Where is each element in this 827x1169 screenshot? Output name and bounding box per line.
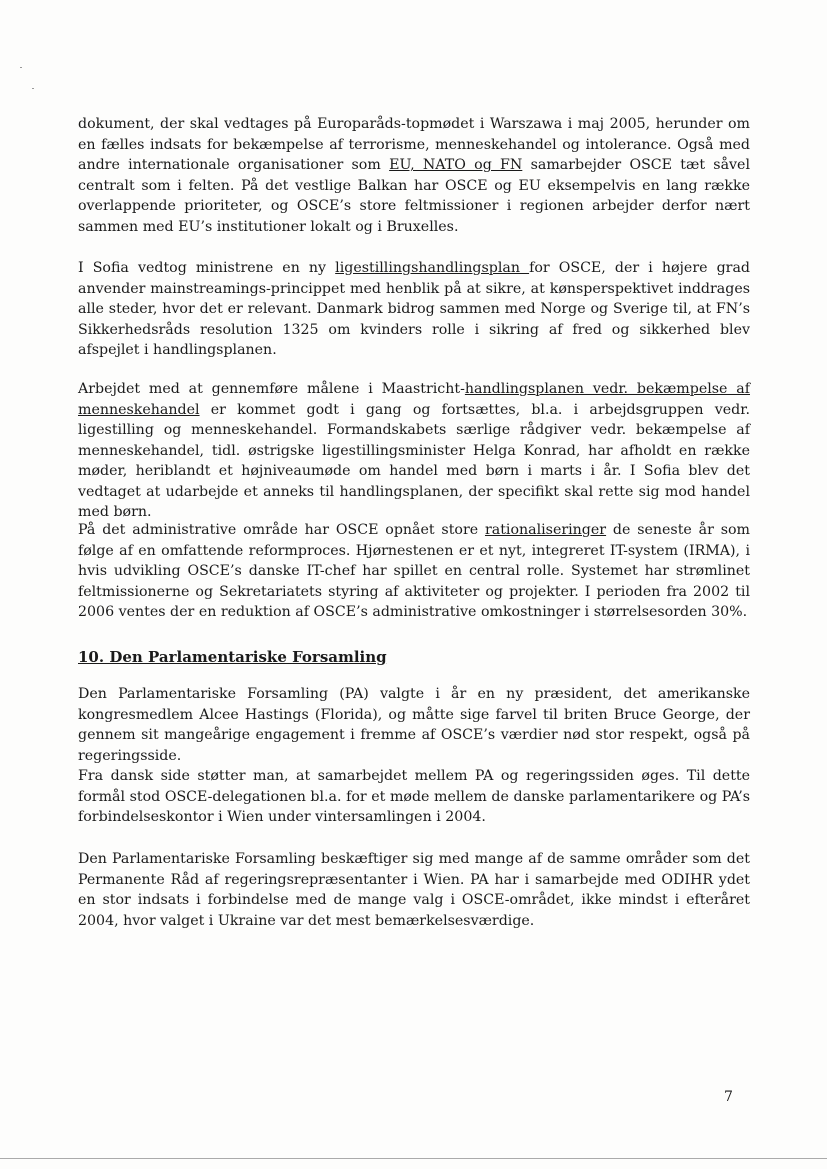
paragraph bbox=[78, 849, 750, 931]
paragraph-text bbox=[78, 258, 750, 361]
underlined-phrase: EU, NATO og FN bbox=[389, 157, 523, 173]
page-number: 7 bbox=[724, 1089, 733, 1105]
section-heading: 10. Den Parlamentariske Forsamling bbox=[78, 648, 387, 666]
paragraph bbox=[78, 766, 750, 828]
paragraph-text bbox=[78, 379, 750, 523]
text-run: På det administrative område har OSCE opnået store bbox=[78, 522, 485, 538]
paragraph bbox=[78, 520, 750, 623]
underlined-phrase: rationaliseringer bbox=[484, 522, 607, 538]
text-run: I Sofia vedtog ministrene en ny bbox=[78, 260, 336, 276]
text-run: for OSCE, der i højere grad anvender mainstreamings-princippet med henblik på at sikre, at kønsperspektivet inddrages alle steder, hvor det er relevant. Danmark bidrog sammen med Norge og Sverige til, at FN’s Sikkerhedsråds resolution 1325 om kvinders rolle i sikring af fred og sikkerhed blev afspejlet i handlingsplanen. bbox=[78, 260, 750, 358]
text-run: samarbejder OSCE tæt såvel centralt som i felten. På det vestlige Balkan har OSCE og EU eksempelvis en lang række overlappende prioriteter, og OSCE’s store feltmissioner i regionen arbejder derfor nært sammen med EU’s institutioner lokalt og i Bruxelles. bbox=[78, 157, 750, 235]
text-run: de seneste år som følge af en omfattende reformproces. Hjørnestenen er et nyt, integreret IT-system (IRMA), i hvis udvikling OSCE’s danske IT-chef har spillet en central rolle. Systemet har strømlinet feltmissionerne og Sekretariatets styring af aktiviteter og projekter. I perioden fra 2002 til 2006 ventes der en reduktion af OSCE’s administrative omkostninger i størrelsesorden 30%. bbox=[78, 522, 750, 620]
paragraph bbox=[78, 684, 750, 766]
paragraph bbox=[78, 379, 750, 523]
scan-speck bbox=[20, 67, 22, 68]
text-run: er kommet godt i gang og fortsættes, bl.a. i arbejdsgruppen vedr. ligestilling og menneskehandel. Formandskabets særlige rådgiver vedr. bekæmpelse af menneskehandel, tidl. østrigske ligestillingsminister Helga Konrad, har afholdt en række møder, heriblandt et højniveaumøde om handel med børn i marts i år. I Sofia blev det vedtaget at udarbejde et anneks til handlingsplanen, der specifikt skal rette sig mod handel med børn. bbox=[78, 401, 750, 520]
text-run: Den Parlamentariske Forsamling (PA) valgte i år en ny præsident, det amerikanske kongresmedlem Alcee Hastings (Florida), og måtte sige farvel til briten Bruce George, der gennem sit mangeårige engagement i fremme af OSCE’s værdier nød stor respekt, også på regeringsside. bbox=[78, 686, 750, 764]
text-run: Den Parlamentariske Forsamling beskæftiger sig med mange af de samme områder som det Permanente Råd af regeringsrepræsentanter i Wien. PA har i samarbejde med ODIHR ydet en stor indsats i forbindelse med de mange valg i OSCE-området, ikke mindst i efteråret 2004, hvor valget i Ukraine var det mest bemærkelsesværdige. bbox=[78, 851, 750, 929]
scan-speck bbox=[32, 88, 34, 89]
paragraph-text bbox=[78, 114, 750, 237]
paragraph-text bbox=[78, 849, 750, 931]
underlined-phrase: handlingsplanen vedr. bekæmpelse af menneskehandel bbox=[78, 381, 750, 418]
text-run: dokument, der skal vedtages på Europaråds-topmødet i Warszawa i maj 2005, herunder om en fælles indsats for bekæmpelse af terrorisme, menneskehandel og intolerance. Også med andre internationale organisationer som bbox=[78, 116, 750, 173]
underlined-phrase: ligestillingshandlingsplan bbox=[335, 260, 530, 276]
text-run: Fra dansk side støtter man, at samarbejdet mellem PA og regeringssiden øges. Til dette formål stod OSCE-delegationen bl.a. for et møde mellem de danske parlamentarikere og PA’s forbindelseskontor i Wien under vintersamlingen i 2004. bbox=[78, 768, 750, 825]
paragraph-text bbox=[78, 766, 750, 828]
scan-edge-line bbox=[0, 1158, 827, 1159]
paragraph bbox=[78, 258, 750, 361]
paragraph-text bbox=[78, 520, 750, 623]
paragraph bbox=[78, 114, 750, 237]
text-run: Arbejdet med at gennemføre målene i Maastricht- bbox=[78, 381, 465, 397]
paragraph-text bbox=[78, 684, 750, 766]
